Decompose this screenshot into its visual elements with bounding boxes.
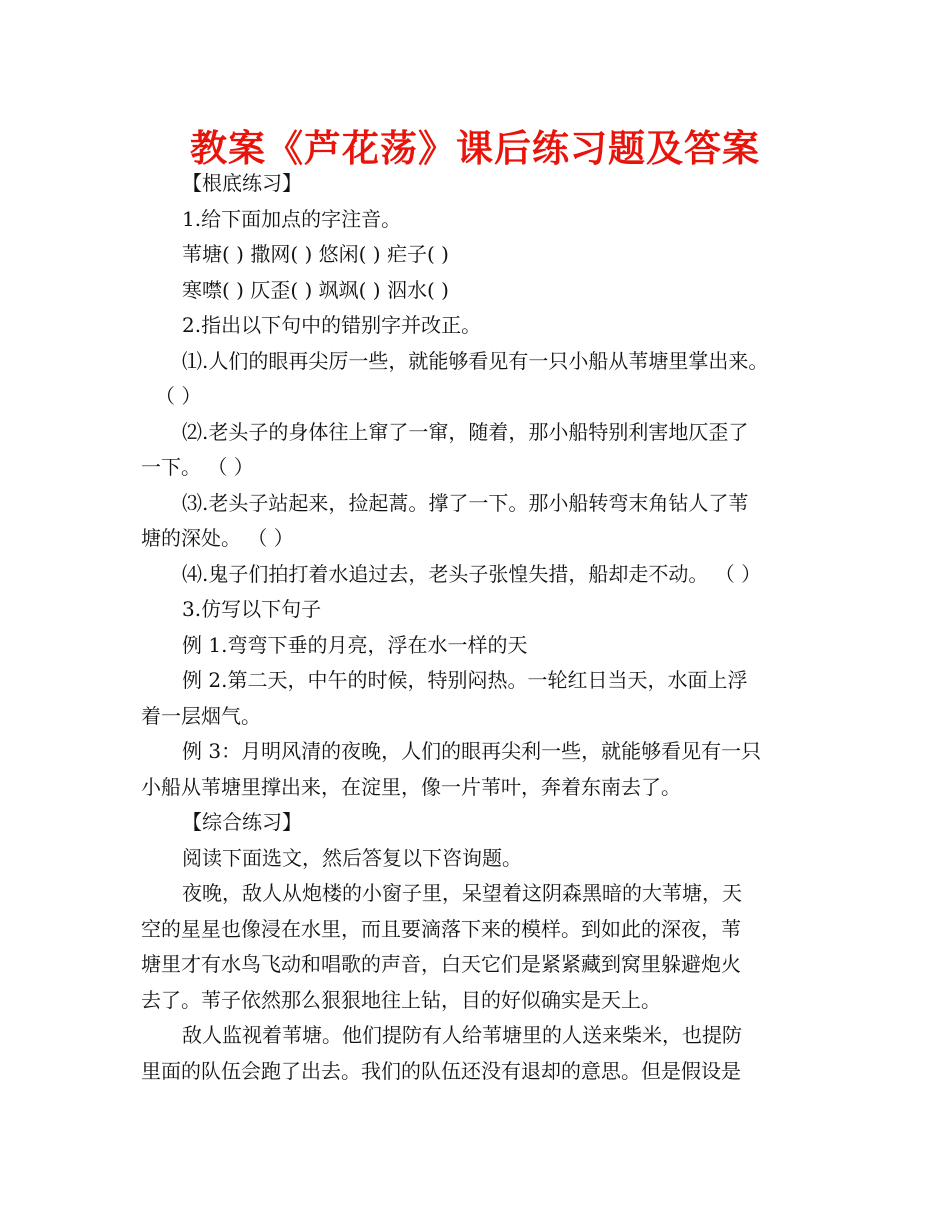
example-1: 例 1.弯弯下垂的月亮，浮在水一样的天 [182, 632, 528, 657]
document-title: 教案《芦花荡》课后练习题及答案 [190, 127, 760, 170]
question-1: 1.给下面加点的字注音。 [182, 206, 402, 231]
passage-para-1-line-3: 塘里才有水鸟飞动和唱歌的声音，白天它们是紧紧藏到窝里躲避炮火 [141, 952, 741, 976]
example-3-cont: 小船从苇塘里撑出来，在淀里，像一片苇叶，奔着东南去了。 [141, 774, 681, 799]
section-heading-comprehensive: 【综合练习】 [182, 810, 302, 834]
question-2: 2.指出以下句中的错别字并改正。 [182, 313, 482, 337]
passage-para-2-line-1: 敌人监视着苇塘。他们提防有人给苇塘里的人送来柴米，也提防 [182, 1023, 742, 1047]
pinyin-row-1: 苇塘( ) 撒网( ) 悠闲( ) 疟子( ) [182, 242, 449, 266]
question-2-item-2-cont: 一下。 （ ） [141, 455, 254, 479]
question-2-item-4: ⑷.鬼子们拍打着水追过去，老头子张惶失措，船却走不动。 （ ） [182, 561, 762, 586]
question-2-item-1-answer: （ ） [155, 384, 202, 408]
example-2-cont: 着一层烟气。 [141, 703, 261, 728]
example-2: 例 2.第二天，中午的时候，特别闷热。一轮红日当天，水面上浮 [182, 668, 748, 692]
section-heading-basic: 【根底练习】 [182, 171, 302, 195]
pinyin-row-2: 寒噤( ) 仄歪( ) 飒飒( ) 泅水( ) [182, 277, 449, 302]
document-body [141, 166, 811, 1089]
question-2-item-3-cont: 塘的深处。 （ ） [141, 526, 294, 550]
passage-para-1-line-1: 夜晚，敌人从炮楼的小窗子里，呆望着这阴森黑暗的大苇塘，天 [182, 881, 742, 905]
passage-para-1-line-4: 去了。苇子依然那么狠狠地往上钻，目的好似确实是天上。 [141, 987, 661, 1012]
reading-instruction: 阅读下面选文，然后答复以下咨询题。 [182, 845, 522, 870]
question-3: 3.仿写以下句子 [182, 597, 322, 621]
passage-para-1-line-2: 空的星星也像浸在水里，而且要滴落下来的模样。到如此的深夜，苇 [141, 916, 741, 941]
question-2-item-1: ⑴.人们的眼再尖厉一些，就能够看见有一只小船从苇塘里掌出来。 [182, 348, 769, 373]
passage-para-2-line-2: 里面的队伍会跑了出去。我们的队伍还没有退却的意思。但是假设是 [141, 1058, 741, 1083]
question-2-item-2: ⑵.老头子的身体往上窜了一窜，随着，那小船特别利害地仄歪了 [182, 419, 749, 444]
question-2-item-3: ⑶.老头子站起来，捡起蒿。撑了一下。那小船转弯末角钻人了苇 [182, 490, 749, 515]
example-3: 例 3：月明风清的夜晚，人们的眼再尖利一些，就能够看见有一只 [182, 739, 762, 763]
